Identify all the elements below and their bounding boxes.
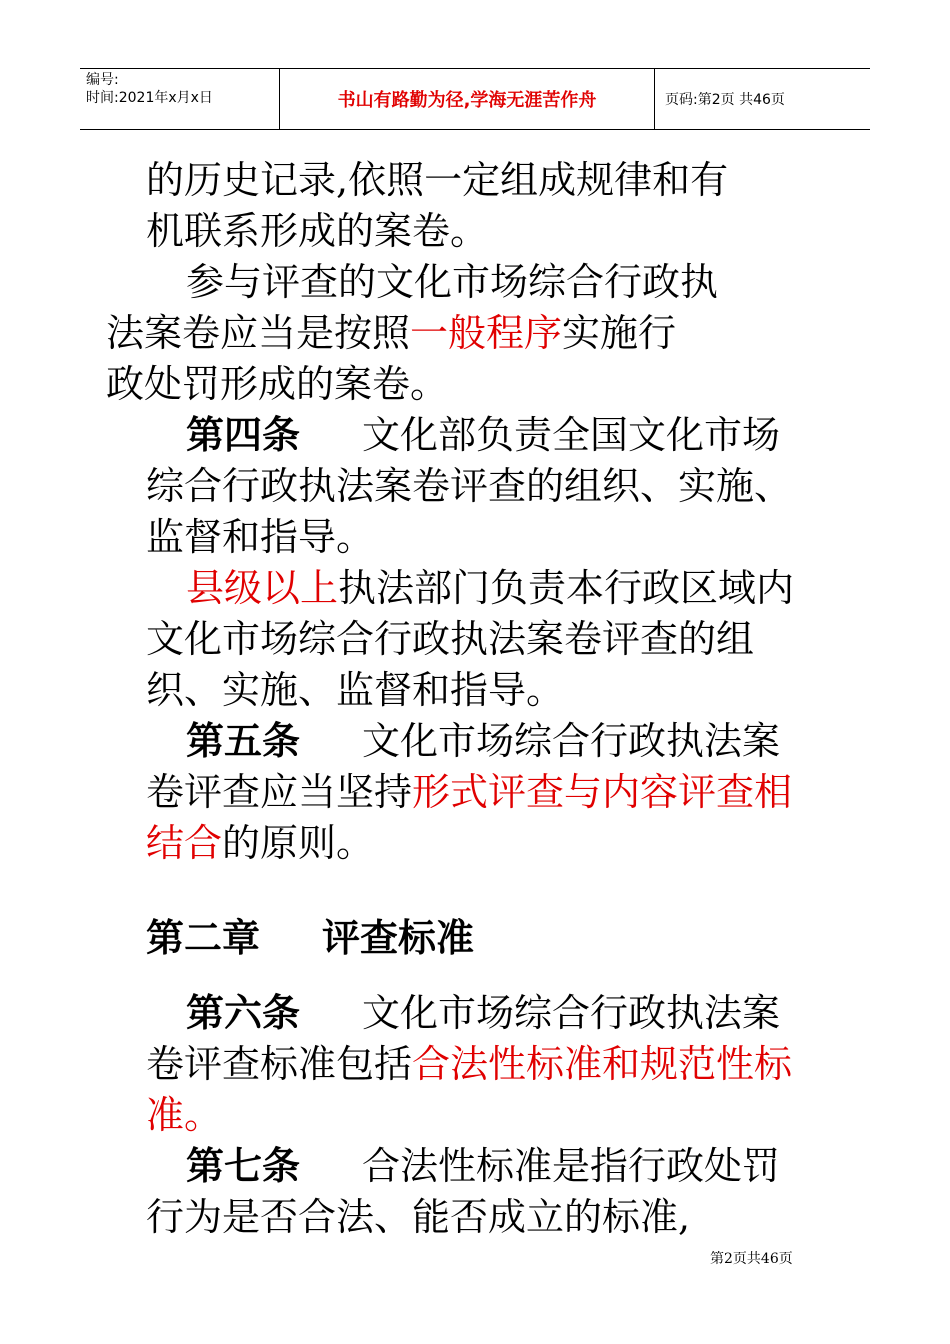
header-page-info: 页码:第2页 共46页 [665, 92, 785, 108]
number-label: 编号: [86, 72, 119, 88]
time-label: 时间:2021年x月x日 [86, 90, 213, 106]
paragraph: 的历史记录,依照一定组成规律和有 机联系形成的案卷。 [146, 158, 729, 253]
header-meta [80, 69, 280, 129]
document-body [106, 155, 816, 1243]
article-title: 第六条 [186, 991, 301, 1035]
header-motto: 书山有路勤为径,学海无涯苦作舟 [280, 69, 655, 129]
article-4 [146, 410, 816, 563]
paragraph: 参与评查的文化市场综合行政执 法案卷应当是按照一般程序实施行 政处罚形成的案卷。 [106, 260, 719, 406]
article-7: 第七条 合法性标准是指行政处罚行为是否合法、能否成立的标准, [146, 1144, 781, 1239]
chapter-heading: 第二章 评查标准 [146, 916, 475, 960]
page-header [80, 68, 870, 130]
article-title: 第五条 [186, 719, 301, 763]
highlight: 一般程序 [410, 311, 563, 355]
highlight: 县级以上 [186, 566, 339, 610]
highlight: 形式评查与内容评查相结合 [146, 770, 793, 865]
highlight: 合法性标准和规范性标准。 [146, 1042, 793, 1137]
article-title: 第七条 [186, 1144, 301, 1188]
paragraph: 县级以上执法部门负责本行政区域内文化市场综合行政执法案卷评查的组织、实施、监督和指导。 [146, 566, 795, 712]
page-footer: 第2页共46页 [710, 1251, 793, 1267]
article-5: 第五条 文化市场综合行政执法案卷评查应当坚持形式评查与内容评查相结合的原则。 [146, 719, 793, 865]
article-6: 第六条 文化市场综合行政执法案卷评查标准包括合法性标准和规范性标准。 [146, 991, 793, 1137]
article-text: 文化部负责全国文化市场综合行政执法案卷评查的组织、实施、监督和指导。 [146, 413, 793, 559]
article-title: 第四条 [186, 413, 301, 457]
